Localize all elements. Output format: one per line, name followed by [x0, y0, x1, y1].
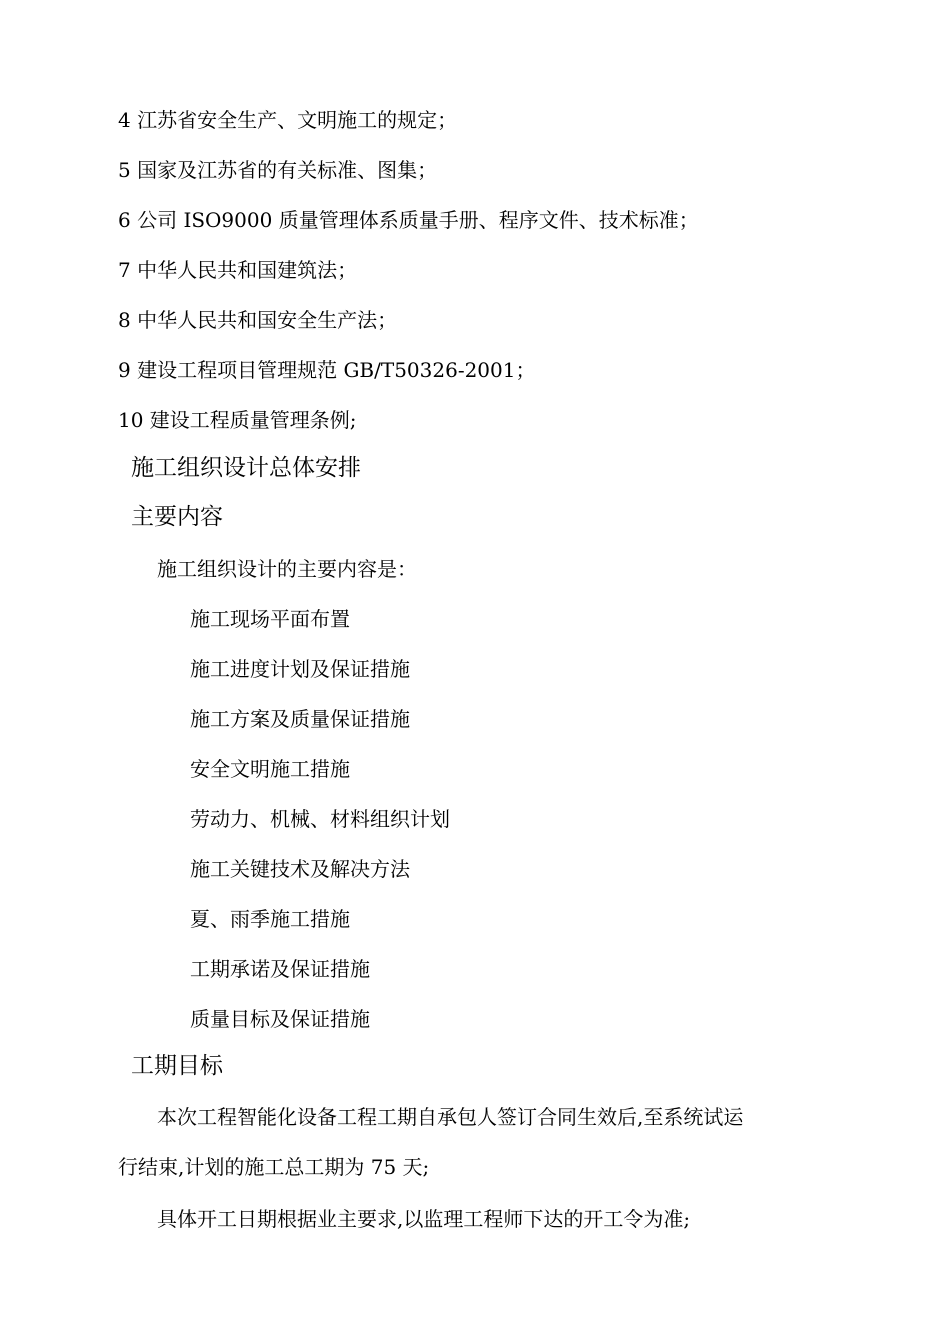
main-content-item: 施工进度计划及保证措施	[190, 657, 410, 681]
main-content-item: 施工现场平面布置	[190, 607, 350, 631]
basis-item-9: 9 建设工程项目管理规范 GB/T50326-2001；	[118, 358, 536, 382]
basis-item-8: 8 中华人民共和国安全生产法；	[118, 308, 398, 332]
main-content-item: 夏、雨季施工措施	[190, 907, 350, 931]
main-content-item: 施工方案及质量保证措施	[190, 707, 410, 731]
basis-item-7: 7 中华人民共和国建筑法；	[118, 258, 358, 282]
schedule-paragraph-2: 具体开工日期根据业主要求,以监理工程师下达的开工令为准;	[157, 1207, 691, 1231]
basis-item-6: 6 公司 ISO9000 质量管理体系质量手册、程序文件、技术标准；	[118, 208, 699, 232]
section-heading-schedule: 工期目标	[131, 1053, 223, 1079]
basis-item-10: 10 建设工程质量管理条例;	[118, 408, 357, 432]
main-content-item: 安全文明施工措施	[190, 757, 350, 781]
basis-item-5: 5 国家及江苏省的有关标准、图集；	[118, 158, 438, 182]
section-heading-main-content: 主要内容	[131, 504, 223, 530]
main-content-item: 质量目标及保证措施	[190, 1007, 370, 1031]
basis-item-4: 4 江苏省安全生产、文明施工的规定；	[118, 108, 458, 132]
main-content-item: 劳动力、机械、材料组织计划	[190, 807, 450, 831]
schedule-paragraph-1-line-2: 行结束,计划的施工总工期为 75 天;	[118, 1155, 430, 1179]
schedule-paragraph-1-line-1: 本次工程智能化设备工程工期自承包人签订合同生效后,至系统试运	[157, 1105, 744, 1129]
main-content-item: 工期承诺及保证措施	[190, 957, 370, 981]
section-heading-overall: 施工组织设计总体安排	[131, 455, 361, 481]
main-content-intro: 施工组织设计的主要内容是：	[157, 557, 417, 581]
main-content-item: 施工关键技术及解决方法	[190, 857, 410, 881]
